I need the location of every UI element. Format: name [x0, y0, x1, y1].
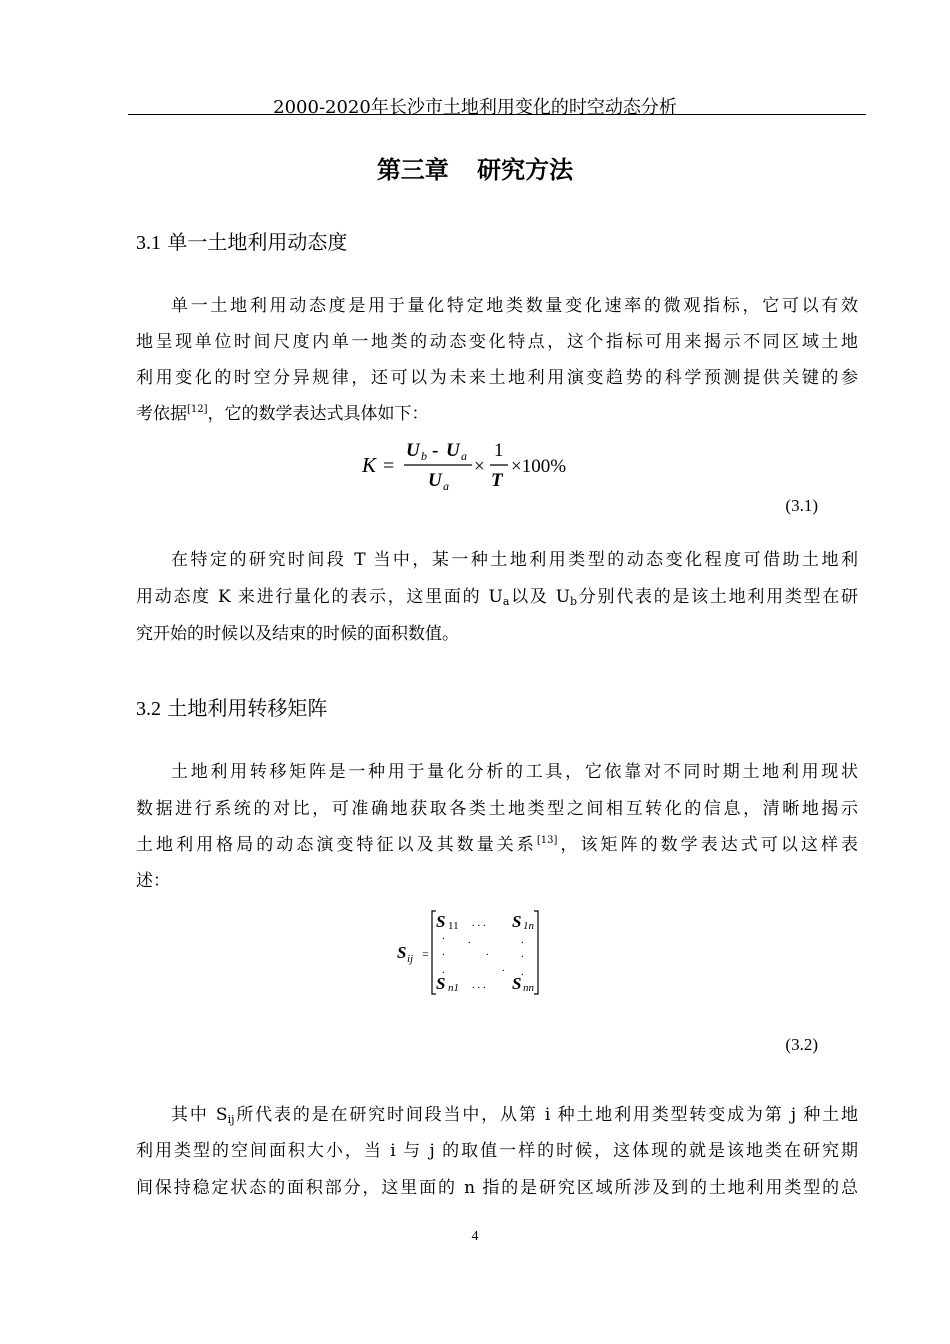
citation-ref: [13] [536, 835, 558, 846]
section-title: 土地利用转移矩阵 [167, 696, 328, 720]
matrix-dot: . [521, 948, 524, 960]
section-number: 3.2 [136, 698, 161, 720]
text-run: 以及 U [509, 587, 571, 607]
text-run: 其中 S [171, 1105, 228, 1125]
matrix-dots: . . . [472, 979, 486, 991]
eq-minus: - [432, 440, 439, 461]
matrix-lhs-sub: ij [407, 953, 414, 965]
eq-T: T [491, 470, 503, 491]
matrix-dot: . [442, 930, 445, 942]
matrix-s1n-sub: 1n [523, 920, 534, 932]
matrix-dot: . [521, 966, 524, 978]
subscript: b [570, 595, 578, 608]
matrix-snn: S [512, 974, 522, 993]
paragraph-line: 土地利用转移矩阵是一种用于量化分析的工具，它依靠对不同时期土地利用现状 [171, 762, 858, 782]
eq-num-u2: U [446, 440, 460, 461]
matrix-dot: . [502, 962, 505, 974]
paragraph-line: 单一土地利用动态度是用于量化特定地类数量变化速率的微观指标，它可以有效 [171, 296, 858, 316]
matrix-equation-3-2 [392, 905, 552, 1001]
section-heading-3-1 [136, 226, 347, 255]
section-heading-3-2 [136, 692, 327, 721]
paragraph-line: 间保持稳定状态的面积部分，这里面的 n 指的是研究区域所涉及到的土地利用类型的总 [136, 1178, 858, 1198]
equation-3-1 [350, 432, 610, 496]
eq-lhs: K [362, 453, 377, 477]
matrix-s1n: S [512, 912, 522, 931]
equation-number: (3.2) [785, 1035, 818, 1054]
eq-num-sub: b [421, 449, 427, 463]
subscript: a [502, 595, 510, 608]
right-bracket [534, 911, 538, 994]
eq-one: 1 [494, 440, 504, 461]
paragraph-line: 在特定的研究时间段 T 当中，某一种土地利用类型的动态变化程度可借助土地利 [171, 550, 858, 570]
text-run: 考依据 [136, 404, 187, 424]
text-run: ，它的数学表达式具体如下： [207, 404, 429, 424]
chapter-title: 第三章 研究方法 [376, 156, 574, 184]
matrix-s11-sub: 11 [448, 920, 459, 932]
page-number: 4 [471, 1229, 479, 1244]
text-run: 所代表的是在研究时间段当中，从第 i 种土地利用类型转变成为第 j 种土地 [234, 1105, 858, 1125]
matrix-dot: . [521, 934, 524, 946]
paragraph-line [171, 1100, 858, 1126]
matrix-dot: . [468, 934, 471, 946]
matrix-dot: . [442, 946, 445, 958]
eq-percent: ×100% [511, 456, 567, 477]
paragraph-line [136, 582, 858, 608]
text-run: 分别代表的是该土地利用类型在研 [577, 587, 859, 607]
matrix-dot: . [486, 946, 489, 958]
eq-den-sub: a [443, 479, 449, 493]
eq-num-sub2: a [461, 449, 467, 463]
section-number: 3.1 [136, 232, 161, 254]
matrix-dots: . . . [472, 917, 486, 929]
running-header: 2000-2020年长沙市土地利用变化的时空动态分析 [273, 97, 677, 118]
eq-times: × [474, 456, 485, 477]
equation-number: (3.1) [785, 496, 818, 515]
header-rule [128, 114, 866, 115]
matrix-sn1: S [436, 974, 446, 993]
matrix-s11: S [436, 912, 446, 931]
text-run: 用动态度 K 来进行量化的表示，这里面的 U [136, 587, 503, 607]
section-title: 单一土地利用动态度 [167, 230, 348, 254]
matrix-dot: . [442, 964, 445, 976]
paragraph-line: 数据进行系统的对比，可准确地获取各类土地类型之间相互转化的信息，清晰地揭示 [136, 799, 858, 819]
text-run: 土地利用格局的动态演变特征以及其数量关系 [136, 835, 537, 855]
eq-num-u: U [406, 440, 420, 461]
paragraph-line: 述： [136, 871, 170, 891]
eq-den-u: U [428, 470, 442, 491]
matrix-equals: = [422, 947, 429, 961]
paragraph-line: 利用变化的时空分异规律，还可以为未来土地利用演变趋势的科学预测提供关键的参 [136, 368, 858, 388]
paragraph-line: 利用类型的空间面积大小，当 i 与 j 的取值一样的时候，这体现的就是该地类在研究期 [136, 1141, 858, 1161]
eq-equals: = [383, 455, 395, 477]
matrix-sn1-sub: n1 [448, 982, 459, 994]
paragraph-line: 究开始的时候以及结束的时候的面积数值。 [136, 624, 459, 644]
paragraph-line [136, 399, 858, 424]
subscript: ij [227, 1113, 235, 1126]
paragraph-line: 地呈现单位时间尺度内单一地类的动态变化特点，这个指标可用来揭示不同区域土地 [136, 332, 858, 352]
matrix-snn-sub: nn [523, 982, 534, 994]
text-run: ，该矩阵的数学表达式可以这样表 [557, 835, 859, 855]
matrix-lhs: S [397, 943, 407, 962]
paragraph-line [136, 830, 858, 855]
citation-ref: [12] [187, 404, 208, 415]
